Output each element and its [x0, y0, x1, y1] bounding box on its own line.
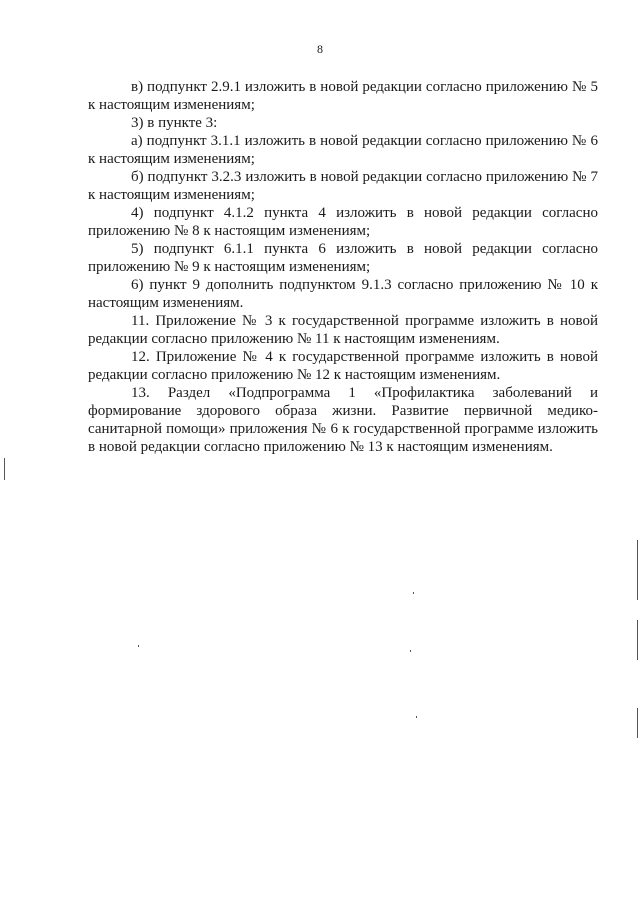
paragraph-6-1-1: 5) подпункт 6.1.1 пункта 6 изложить в новой редакции согласно приложению № 9 к настоящим изменениям; [88, 241, 598, 275]
scan-dot-3 [138, 645, 139, 647]
document-body [88, 78, 598, 456]
scan-mark-right-3 [637, 708, 638, 738]
page-number: 8 [317, 42, 323, 56]
scan-dot-1 [413, 592, 414, 594]
paragraph-3-1-1: а) подпункт 3.1.1 изложить в новой редакции согласно приложению № 6 к настоящим изменениям; [88, 133, 598, 167]
paragraph-11: 11. Приложение № 3 к государственной программе изложить в новой редакции согласно приложению № 11 к настоящим изменениям. [88, 313, 598, 347]
paragraph-13: 13. Раздел «Подпрограмма 1 «Профилактика заболеваний и формирование здорового образа жизни. Развитие первичной медико-санитарной помощи» приложения № 6 к государственной программе изложить в новой редакции согласно приложению № 13 к настоящим изменениям. [88, 385, 598, 455]
paragraph-item-3: 3) в пункте 3: [131, 115, 218, 131]
scan-dot-2 [410, 650, 411, 652]
paragraph-3-2-3: б) подпункт 3.2.3 изложить в новой редакции согласно приложению № 7 к настоящим изменениям; [88, 169, 598, 203]
paragraph-4-1-2: 4) подпункт 4.1.2 пункта 4 изложить в новой редакции согласно приложению № 8 к настоящим изменениям; [88, 205, 598, 239]
scan-mark-right-2 [637, 620, 638, 660]
paragraph-2-9-1: в) подпункт 2.9.1 изложить в новой редакции согласно приложению № 5 к настоящим изменениям; [88, 79, 598, 113]
paragraph-9-1-3: 6) пункт 9 дополнить подпунктом 9.1.3 согласно приложению № 10 к настоящим изменениям. [88, 277, 598, 311]
paragraph-12: 12. Приложение № 4 к государственной программе изложить в новой редакции согласно приложению № 12 к настоящим изменениям. [88, 349, 598, 383]
scan-dot-4 [416, 716, 417, 718]
scan-mark-left [4, 458, 5, 480]
scan-mark-right-1 [637, 540, 638, 600]
